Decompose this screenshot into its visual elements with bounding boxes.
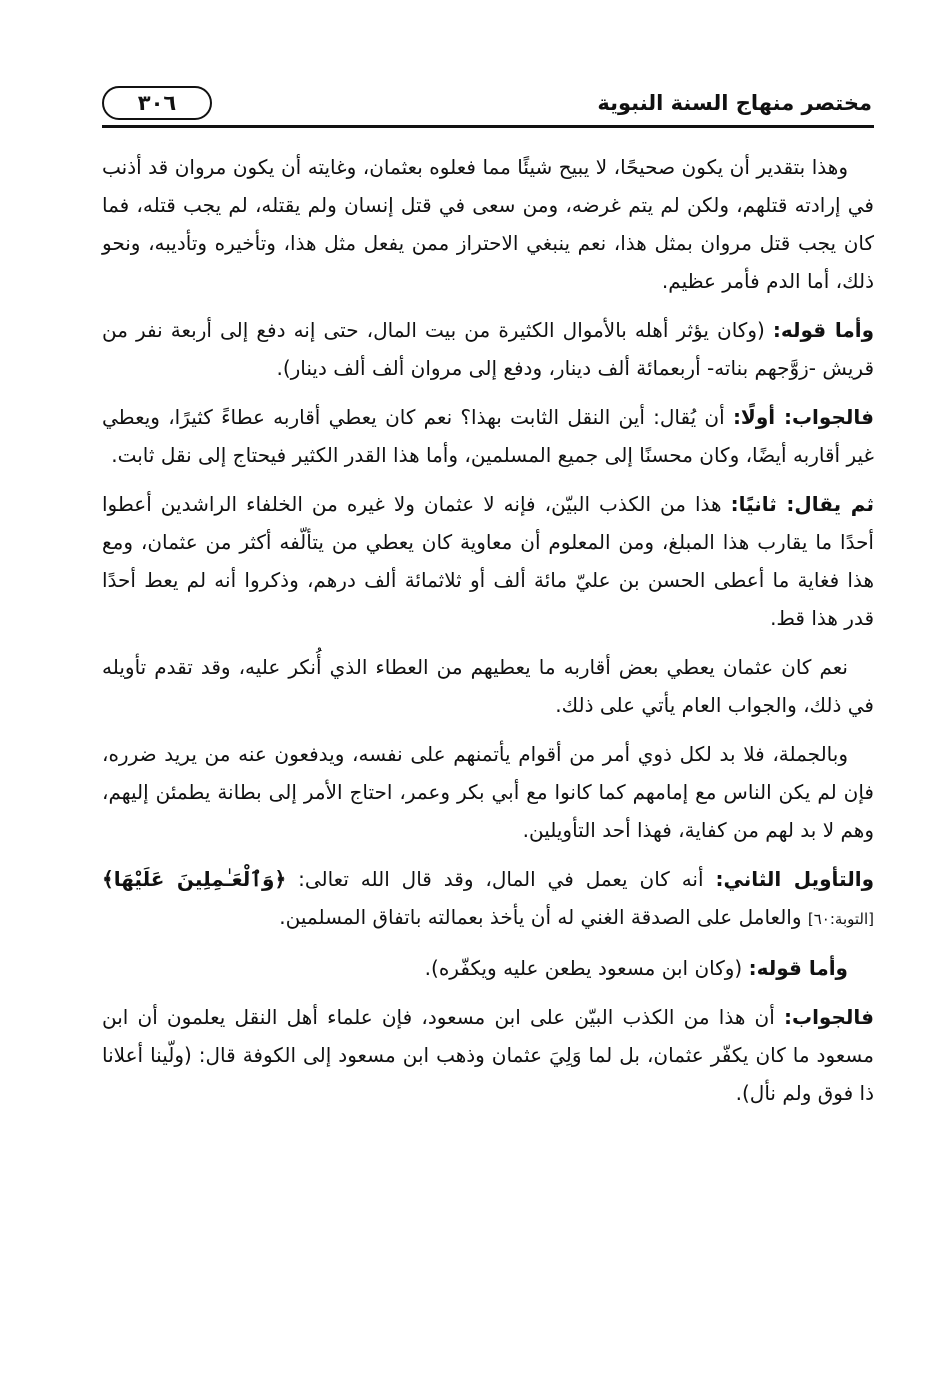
- header-rule: [102, 125, 874, 128]
- paragraph-text: هذا من الكذب البيّن، فإنه لا عثمان ولا غيره من الخلفاء الراشدين أعطوا أحدًا ما يقارب هذا المبلغ، ومن المعلوم أن معاوية كان يعطي من يتألّفه أكثر من عثمان، ومع هذا فغاية ما أعطى الحسن بن عليّ مائة ألف أو ثلاثمائة ألف درهم، وذكروا أنه لم يعط أحدًا قدر هذا قط.: [102, 492, 874, 630]
- paragraph-lead: فالجواب:: [783, 1005, 875, 1029]
- paragraph-lead: فالجواب: أولًا:: [732, 405, 874, 429]
- paragraph: [102, 735, 874, 849]
- paragraph-text: وبالجملة، فلا بد لكل ذوي أمر من أقوام يأتمنهم على نفسه، ويدفعون عنه من يريد ضرره، فإن لم يكن الناس مع إمامهم كما كانوا مع أبي بكر وعمر، احتاج الأمر إلى بطانة يطمئن إليهم، وهم لا بد لهم من كفاية، فهذا أحد التأويلين.: [102, 742, 874, 842]
- verse-reference: [التوبة:٦٠]: [807, 910, 874, 928]
- paragraph: [102, 148, 874, 300]
- paragraph-text: أن يُقال: أين النقل الثابت بهذا؟ نعم كان يعطي أقاربه عطاءً كثيرًا، ويعطي غير أقاربه أيضًا، وكان محسنًا إلى جميع المسلمين، وأما هذا القدر الكثير فيحتاج إلى نقل ثابت.: [102, 405, 874, 467]
- paragraph-text: (وكان ابن مسعود يطعن عليه ويكفّره).: [424, 956, 743, 980]
- paragraph-text: أنه كان يعمل في المال، وقد قال الله تعالى:: [298, 867, 704, 891]
- page-number: ٣٠٦: [102, 86, 212, 120]
- paragraph-lead: والتأويل الثاني:: [715, 867, 875, 891]
- paragraph: [102, 398, 874, 474]
- body-text: [102, 148, 874, 1123]
- running-title: مختصر منهاج السنة النبوية: [597, 91, 872, 115]
- paragraph-lead: وأما قوله:: [772, 318, 875, 342]
- paragraph: [102, 949, 874, 987]
- paragraph: [102, 311, 874, 387]
- page-header: [102, 84, 874, 128]
- paragraph-text: (وكان يؤثر أهله بالأموال الكثيرة من بيت المال، حتى إنه دفع إلى أربعة نفر من قريش -زوَّجهم بناته- أربعمائة ألف دينار، ودفع إلى مروان ألف ألف دينار).: [102, 318, 874, 380]
- paragraph: [102, 485, 874, 637]
- quran-verse: ﴿وَٱلْعَـٰمِلِينَ عَلَيْهَا﴾: [102, 867, 287, 891]
- paragraph-text: نعم كان عثمان يعطي بعض أقاربه ما يعطيهم من العطاء الذي أُنكر عليه، وقد تقدم تأويله في ذلك، والجواب العام يأتي على ذلك.: [102, 655, 874, 717]
- paragraph: [102, 998, 874, 1112]
- paragraph: [102, 860, 874, 938]
- paragraph-lead: ثم يقال: ثانيًا:: [730, 492, 874, 516]
- paragraph-text: وهذا بتقدير أن يكون صحيحًا، لا يبيح شيئًا مما فعلوه بعثمان، وغايته أن يكون مروان قد أذنب في إرادته قتلهم، ولكن لم يتم غرضه، ومن سعى في قتل إنسان ولم يقتله، لم يجب قتله، فما كان يجب قتل مروان بمثل هذا، نعم ينبغي الاحتراز ممن يفعل مثل هذا، وتأخيره وتأديبه، ونحو ذلك، أما الدم فأمر عظيم.: [102, 155, 874, 293]
- paragraph: [102, 648, 874, 724]
- paragraph-lead: وأما قوله:: [748, 956, 848, 980]
- paragraph-text: والعامل على الصدقة الغني له أن يأخذ بعمالته باتفاق المسلمين.: [279, 905, 802, 929]
- paragraph-text: أن هذا من الكذب البيّن على ابن مسعود، فإن علماء أهل النقل يعلمون أن ابن مسعود ما كان يكفّر عثمان، بل لما وَلِيَ عثمان وذهب ابن مسعود إلى الكوفة قال: (ولّينا أعلانا ذا فوق ولم نأل).: [102, 1005, 874, 1105]
